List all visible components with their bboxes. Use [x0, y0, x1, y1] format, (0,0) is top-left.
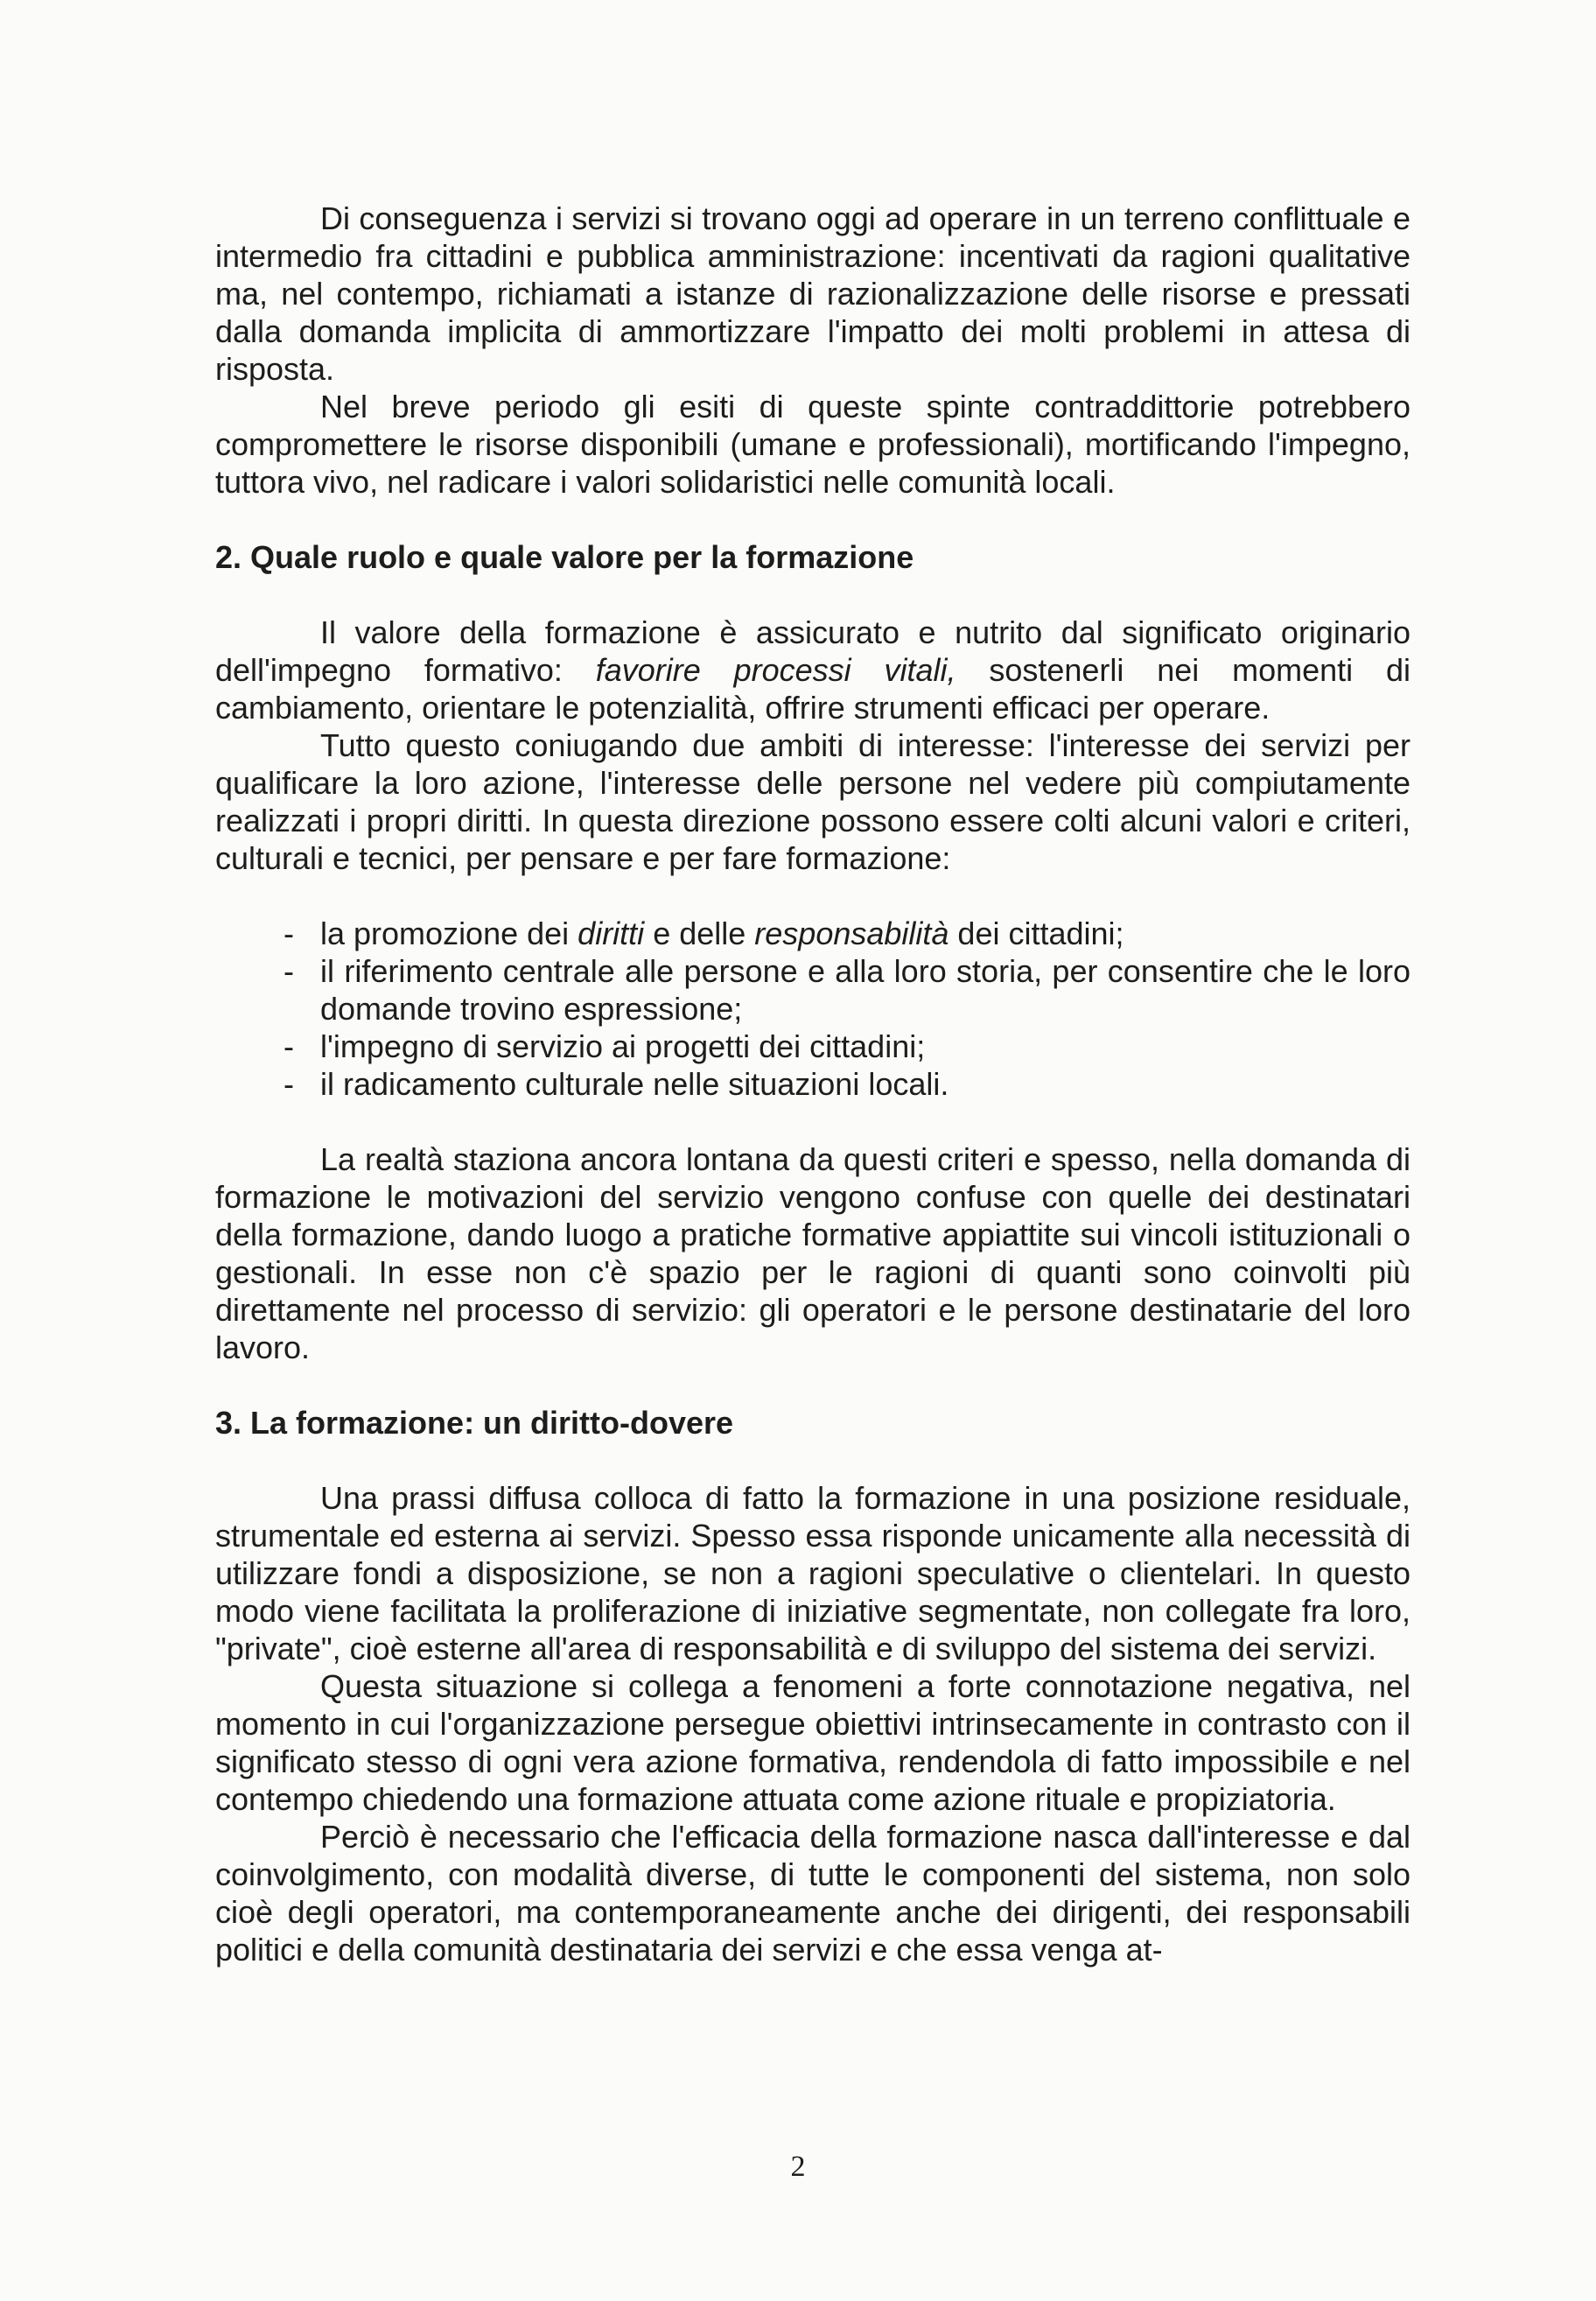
section-2-heading: 2. Quale ruolo e quale valore per la formazione — [215, 539, 914, 575]
italic-text-run: diritti — [578, 915, 645, 951]
criteria-list — [215, 915, 1410, 1103]
list-item: - l'impegno di servizio ai progetti dei cittadini; — [215, 1028, 1410, 1065]
section-2-paragraph-1 — [215, 614, 1410, 726]
section-3-paragraph-2: Questa situazione si collega a fenomeni a forte connotazione negativa, nel momento in cui l'organizzazione persegue obiettivi intrinsecamente in contrasto con il significato stesso di ogni vera azione formativa, rendendola di fatto impossibile e nel contempo chiedendo una formazione attuata come azione rituale e propiziatoria. — [215, 1668, 1410, 1817]
section-3-paragraph-3: Perciò è necessario che l'efficacia della formazione nasca dall'interesse e dal coinvolgimento, con modalità diverse, di tutte le componenti del sistema, non solo cioè degli operatori, ma contemporaneamente anche dei dirigenti, dei responsabili politici e della comunità destinataria dei servizi e che essa venga at- — [215, 1819, 1410, 1968]
page-body — [215, 200, 1410, 1968]
page-number: 2 — [790, 2150, 806, 2183]
italic-text-run: responsabilità — [754, 915, 949, 951]
text-run: la promozione dei — [320, 915, 578, 951]
section-2-paragraph-3: La realtà staziona ancora lontana da questi criteri e spesso, nella domanda di formazione le motivazioni del servizio vengono confuse con quelle dei destinatari della formazione, dando luogo a pratiche formative appiattite sui vincoli istituzionali o gestionali. In esse non c'è spazio per le ragioni di quanti sono coinvolti più direttamente nel processo di servizio: gli operatori e le persone destinatarie del loro lavoro. — [215, 1141, 1410, 1365]
italic-text-run: favorire processi vitali, — [595, 652, 956, 688]
list-item: - il radicamento culturale nelle situazioni locali. — [215, 1065, 1410, 1103]
section-3-heading: 3. La formazione: un diritto-dovere — [215, 1405, 734, 1441]
section-2-paragraph-2: Tutto questo coniugando due ambiti di interesse: l'interesse dei servizi per qualificare la loro azione, l'interesse delle persone nel vedere più compiutamente realizzati i propri diritti. In questa direzione possono essere colti alcuni valori e criteri, culturali e tecnici, per pensare e per fare formazione: — [215, 727, 1410, 876]
section-3-paragraph-1: Una prassi diffusa colloca di fatto la formazione in una posizione residuale, strumentale ed esterna ai servizi. Spesso essa risponde unicamente alla necessità di utilizzare fondi a disposizione, se non a ragioni speculative o clientelari. In questo modo viene facilitata la proliferazione di iniziative segmentate, non collegate fra loro, "private", cioè esterne all'area di responsabilità e di sviluppo del sistema dei servizi. — [215, 1480, 1410, 1666]
intro-paragraph-2: Nel breve periodo gli esiti di queste spinte contraddittorie potrebbero compromettere le risorse disponibili (umane e professionali), mortificando l'impegno, tuttora vivo, nel radicare i valori solidaristici nelle comunità locali. — [215, 389, 1410, 500]
text-run: Il valore della formazione è assicurato e nutrito dal significato originario dell'impegno formativo: — [215, 614, 1410, 688]
text-run: sostenerli nei momenti di cambiamento, orientare le potenzialità, offrire strumenti efficaci per operare. — [215, 652, 1410, 726]
intro-paragraph-1: Di conseguenza i servizi si trovano oggi ad operare in un terreno conflittuale e intermedio fra cittadini e pubblica amministrazione: incentivati da ragioni qualitative ma, nel contempo, richiamati a istanze di razionalizzazione delle risorse e pressati dalla domanda implicita di ammortizzare l'impatto dei molti problemi in attesa di risposta. — [215, 200, 1410, 387]
text-run: dei cittadini; — [948, 915, 1124, 951]
list-item — [215, 915, 1410, 952]
list-item: - il riferimento centrale alle persone e alla loro storia, per consentire che le loro domande trovino espressione; — [215, 952, 1410, 1028]
text-run: e delle — [644, 915, 755, 951]
